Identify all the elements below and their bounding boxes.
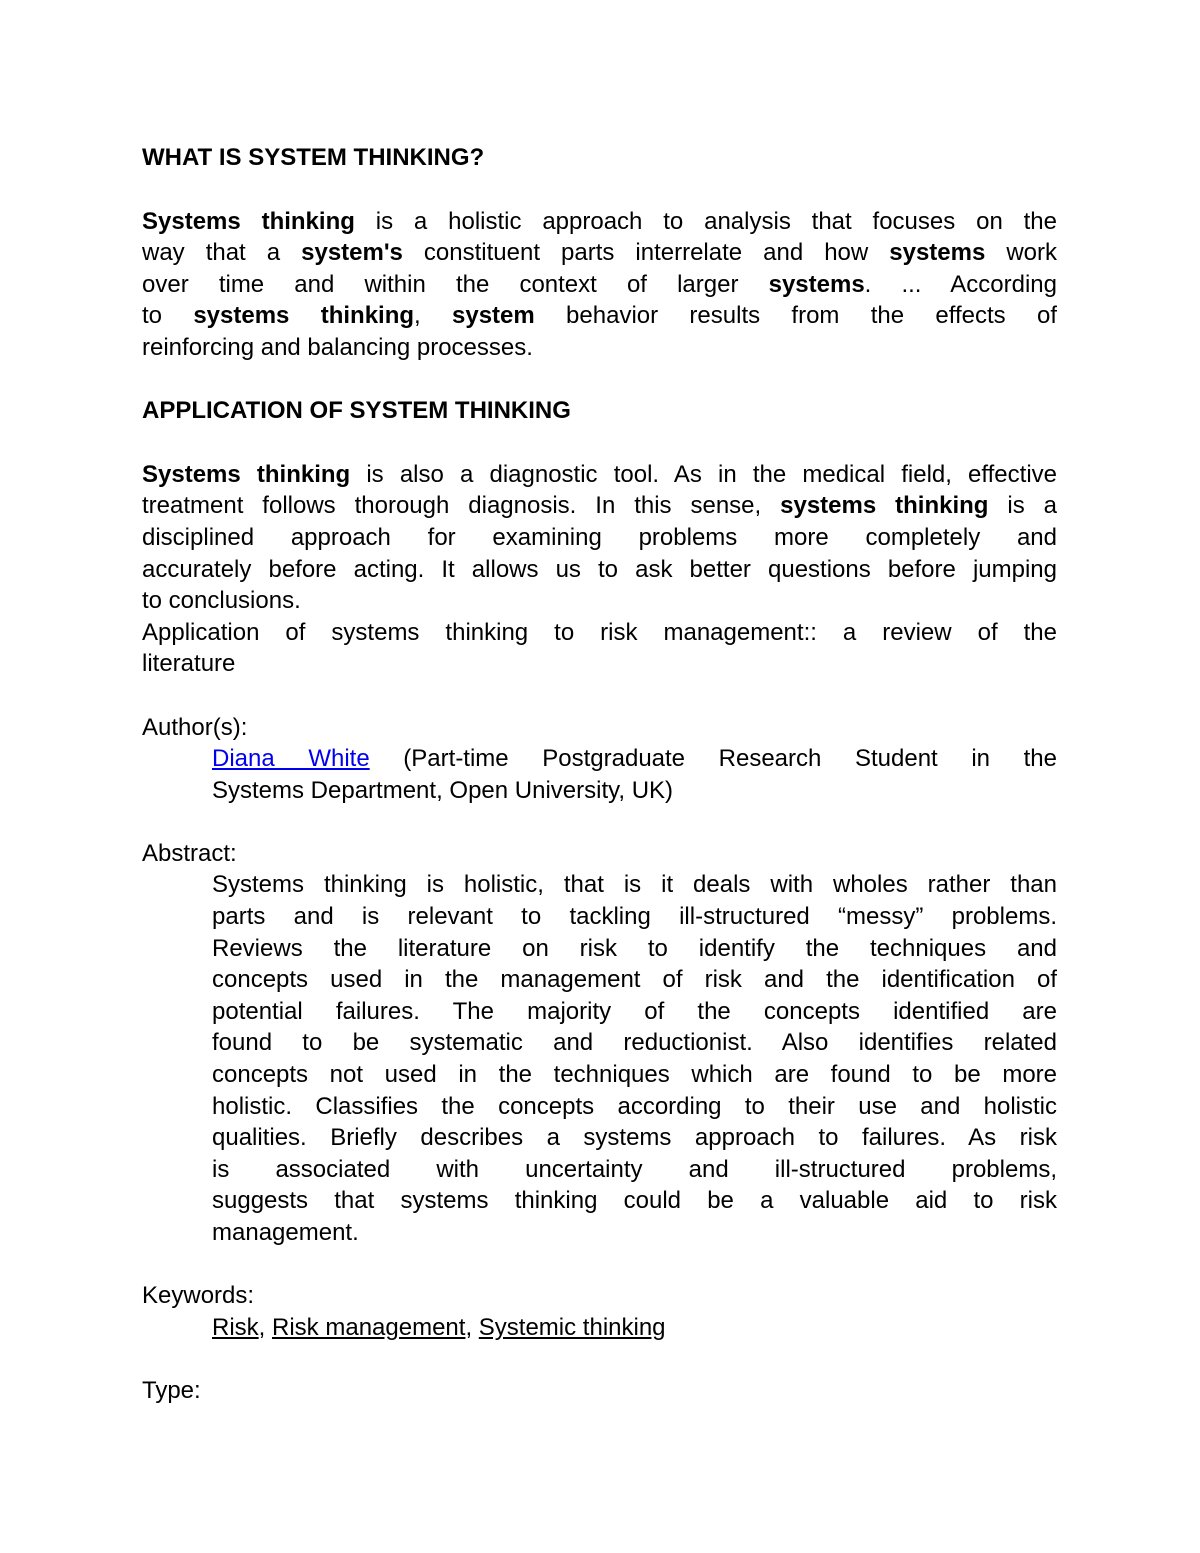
definition-paragraph: Systems thinking is a holistic approach to analysis that focuses on the way that a system's constituent parts interrelate and how systems work over time and within the context of larger systems. ... According to systems thinking, system behavior results from the effects of reinforcing and balancing processes. (142, 207, 1057, 361)
article-title: Application of systems thinking to risk management:: a review of the (142, 618, 1057, 646)
abstract-label: Abstract: (142, 839, 237, 867)
keyword-link-systemic-thinking[interactable]: Systemic thinking (478, 1313, 666, 1341)
type-label: Type: (142, 1376, 201, 1404)
keyword-link-risk-management[interactable]: Risk management (272, 1313, 466, 1341)
author-link-diana-white[interactable]: Diana White (212, 745, 370, 773)
application-paragraph: Systems thinking is also a diagnostic tool. As in the medical field, effective treatment follows thorough diagnosis. In this sense, systems thinking is a disciplined approach for examining problems more completely and accurately before acting. It allows us to ask better questions before jumping to conclusions. Application of systems thinking to risk management:: a review of the literature (142, 460, 1057, 678)
authors-block: Diana White (Part-time Postgraduate Research Student in the Systems Department, Open University, UK) (212, 745, 1057, 804)
keywords-label: Keywords: (142, 1282, 255, 1310)
keywords-list: Risk, Risk management, Systemic thinking (212, 1313, 666, 1341)
heading-what-is-system-thinking: WHAT IS SYSTEM THINKING? (142, 144, 485, 171)
abstract-text: Systems thinking is holistic, that is it deals with wholes rather than parts and is relevant to tackling ill-structured “messy” problems. Reviews the literature on risk to identify the techniques and concepts used in the management of risk and the identification of potential failures. The majority of the concepts identified are found to be systematic and reductionist. Also identifies related concepts not used in the techniques which are found to be more holistic. Classifies the concepts according to their use and holistic qualities. Briefly describes a systems approach to failures. As risk is associated with uncertainty and ill-structured problems, suggests that systems thinking could be a valuable aid to risk management. (212, 871, 1057, 1246)
keyword-link-risk[interactable]: Risk (212, 1313, 259, 1341)
document-page (142, 142, 1057, 1407)
authors-label: Author(s): (142, 713, 248, 741)
heading-application: APPLICATION OF SYSTEM THINKING (142, 397, 571, 425)
